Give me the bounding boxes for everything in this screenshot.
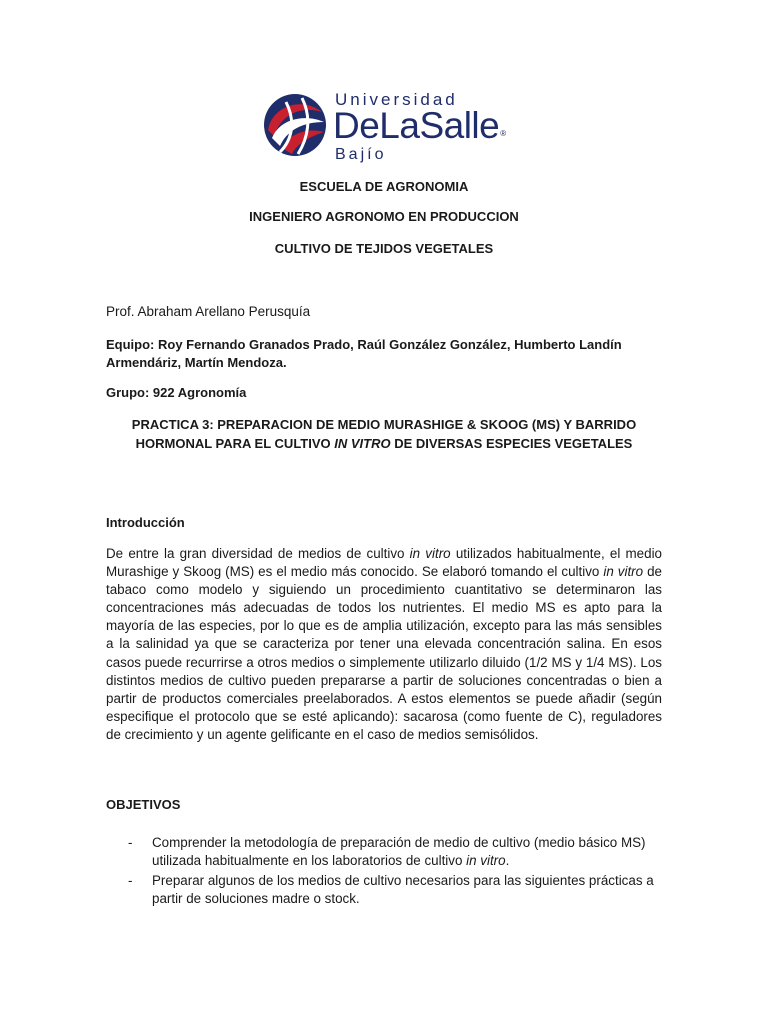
university-emblem-icon: [262, 92, 328, 158]
logo-text-universidad: Universidad: [335, 90, 458, 109]
professor-name: Prof. Abraham Arellano Perusquía: [106, 304, 311, 319]
team-members: Equipo: Roy Fernando Granados Prado, Raúl González González, Humberto Landín Armendáriz, Martín Mendoza.: [106, 337, 622, 370]
introduction-heading: Introducción: [106, 515, 185, 530]
heading-course: CULTIVO DE TEJIDOS VEGETALES: [274, 241, 494, 256]
heading-degree: INGENIERO AGRONOMO EN PRODUCCION: [249, 209, 519, 224]
bullet-dash: -: [128, 835, 133, 850]
university-logo: [262, 88, 522, 168]
introduction-paragraph: De entre la gran diversidad de medios de cultivo in vitro utilizados habitualmente, el medio Murashige y Skoog (MS) es el medio más conocido. Se elaboró tomando el cultivo in vitro de tabaco como modelo y siguiendo un procedimiento cuantitativo se determinaron las concentraciones más adecuadas de todos los nutrientes. El medio MS es apto para la mayoría de las especies, por lo que es de amplia utilización, excepto para las más sensibles a la salinidad ya que se caracteriza por tener una elevada concentración salina. En esos casos puede recurrirse a otros medios o simplemente utilizarlo diluido (1/2 MS y 1/4 MS). Los distintos medios de cultivo pueden prepararse a partir de soluciones concentradas o bien a partir de productos comerciales preelaborados. A estos elementos se puede añadir (según especifique el protocolo que se esté aplicando): sacarosa (como fuente de C), reguladores de crecimiento y un agente gelificante en el caso de medios semisólidos.: [106, 546, 662, 742]
list-item: - Preparar algunos de los medios de cultivo necesarios para las siguientes prácticas a partir de soluciones madre o stock.: [128, 873, 654, 907]
practice-title: PRACTICA 3: PREPARACION DE MEDIO MURASHIGE & SKOOG (MS) Y BARRIDO HORMONAL PARA EL CULTIVO IN VITRO DE DIVERSAS ESPECIES VEGETALES: [131, 417, 637, 451]
logo-text-bajio: Bajío: [335, 146, 387, 163]
objectives-list: [106, 834, 662, 910]
logo-text-delasalle: DeLaSalle®: [333, 105, 506, 146]
list-item: - Comprender la metodología de preparación de medio de cultivo (medio básico MS) utilizada habitualmente en los laboratorios de cultivo in vitro.: [128, 835, 646, 869]
objectives-heading: OBJETIVOS: [106, 797, 181, 812]
bullet-dash: -: [128, 873, 133, 889]
group-label: Grupo: 922 Agronomía: [106, 385, 247, 400]
heading-school: ESCUELA DE AGRONOMIA: [299, 179, 469, 194]
